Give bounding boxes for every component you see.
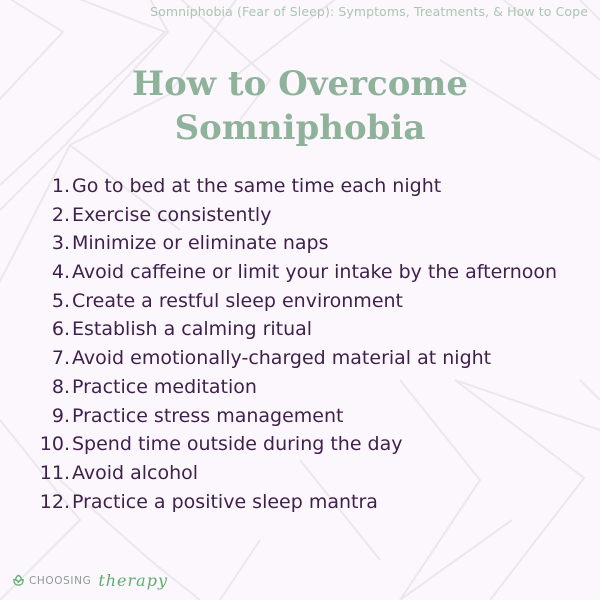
brand-logo bbox=[12, 571, 168, 590]
title-line-2: Somniphobia bbox=[174, 108, 426, 148]
item-text: Practice meditation bbox=[72, 375, 257, 398]
item-number: 7. bbox=[51, 347, 70, 370]
item-text: Minimize or eliminate naps bbox=[72, 232, 329, 255]
list-item bbox=[0, 344, 557, 373]
list-item bbox=[0, 229, 557, 258]
title-line-1: How to Overcome bbox=[131, 64, 469, 104]
item-text: Practice a positive sleep mantra bbox=[72, 490, 378, 513]
brand-script: therapy bbox=[98, 571, 168, 590]
item-number: 9. bbox=[51, 404, 70, 427]
item-text: Exercise consistently bbox=[72, 203, 272, 226]
list-item bbox=[0, 402, 557, 431]
item-text: Avoid caffeine or limit your intake by the afternoon bbox=[72, 261, 558, 284]
list-item bbox=[0, 201, 557, 230]
item-number: 12. bbox=[39, 490, 70, 513]
item-number: 1. bbox=[51, 175, 70, 197]
item-text: Avoid alcohol bbox=[72, 461, 199, 484]
item-number: 2. bbox=[51, 203, 70, 226]
item-number: 6. bbox=[51, 318, 70, 341]
list-item bbox=[0, 488, 557, 517]
article-caption: Somniphobia (Fear of Sleep): Symptoms, Treatments, & How to Cope bbox=[150, 4, 588, 19]
item-number: 8. bbox=[51, 375, 70, 398]
item-number: 5. bbox=[51, 289, 70, 312]
item-text: Establish a calming ritual bbox=[72, 318, 313, 341]
item-number: 10. bbox=[39, 433, 70, 456]
item-text: Avoid emotionally-charged material at night bbox=[72, 347, 492, 370]
item-text: Spend time outside during the day bbox=[72, 433, 403, 456]
list-item bbox=[0, 258, 557, 287]
item-number: 11. bbox=[39, 461, 70, 484]
list-item bbox=[0, 430, 557, 459]
page-title bbox=[0, 62, 600, 150]
list-item bbox=[0, 373, 557, 402]
list-item bbox=[0, 315, 557, 344]
brand-word: CHOOSING bbox=[29, 574, 92, 587]
lotus-icon bbox=[12, 574, 25, 587]
item-text: Go to bed at the same time each night bbox=[72, 175, 442, 197]
list-item bbox=[0, 459, 557, 488]
item-text: Create a restful sleep environment bbox=[72, 289, 403, 312]
item-text: Practice stress management bbox=[72, 404, 344, 427]
item-number: 3. bbox=[51, 232, 70, 255]
tips-list bbox=[0, 172, 557, 516]
list-item bbox=[0, 172, 557, 201]
item-number: 4. bbox=[51, 261, 70, 284]
list-item bbox=[0, 287, 557, 316]
